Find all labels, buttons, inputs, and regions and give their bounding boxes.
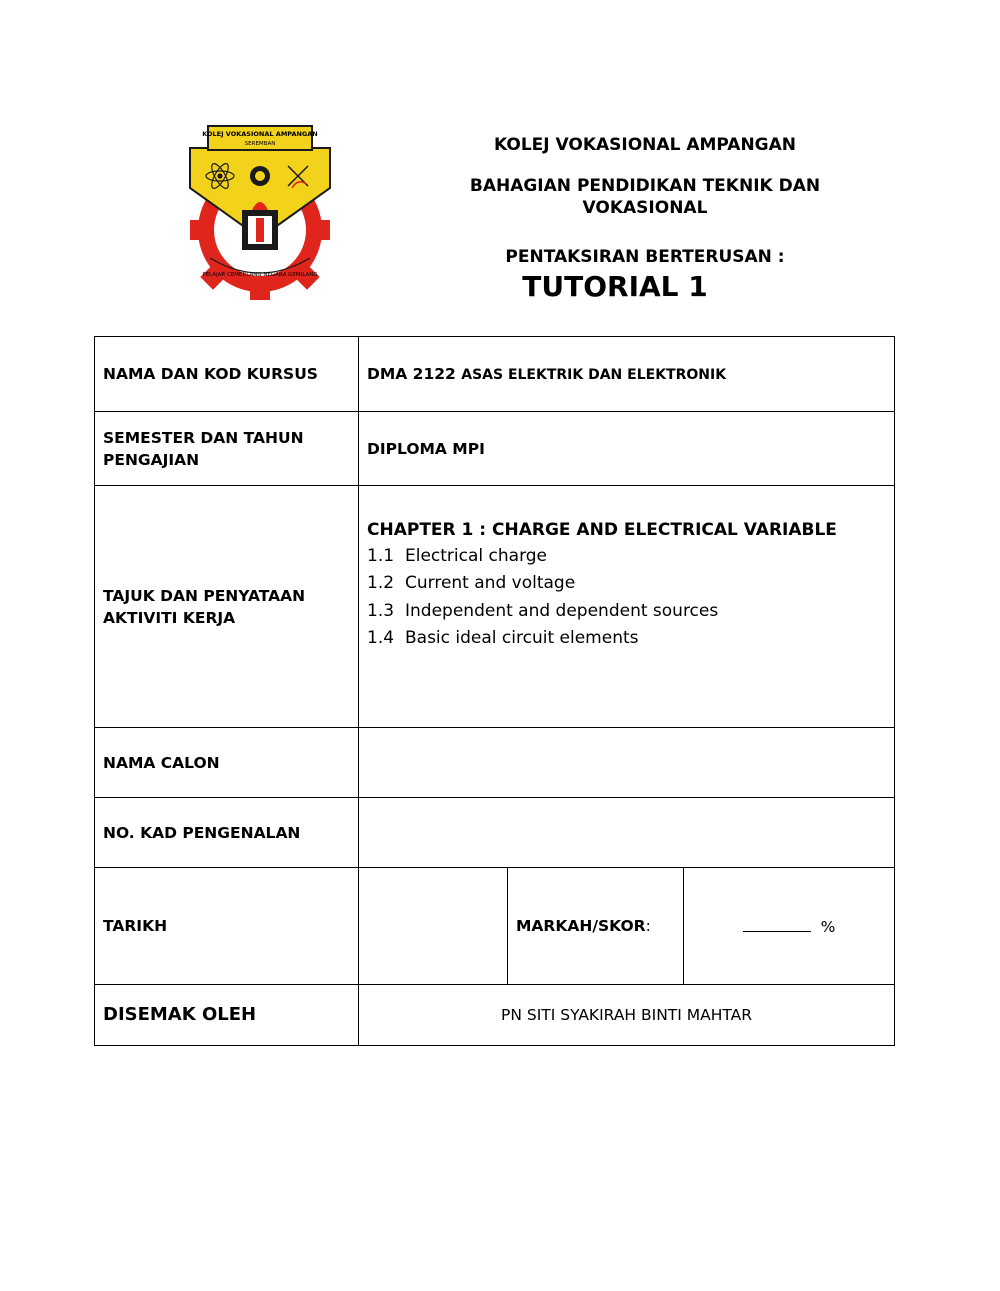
- ic-label: NO. KAD PENGENALAN: [95, 798, 359, 868]
- logo-title-text: KOLEJ VOKASIONAL AMPANGAN: [202, 130, 318, 138]
- candidate-name-row: [95, 728, 895, 798]
- chapter-title: CHAPTER 1 : CHARGE AND ELECTRICAL VARIABLE: [367, 519, 837, 540]
- percent-sign: %: [820, 917, 836, 936]
- candidate-name-label: NAMA CALON: [95, 728, 359, 798]
- assessment-type: PENTAKSIRAN BERTERUSAN :: [505, 247, 785, 267]
- reviewer-name: PN SITI SYAKIRAH BINTI MAHTAR: [359, 985, 895, 1046]
- division-name: BAHAGIAN PENDIDIKAN TEKNIK DAN VOKASIONAL: [469, 176, 821, 218]
- college-name: KOLEJ VOKASIONAL AMPANGAN: [493, 135, 797, 155]
- ic-field[interactable]: [359, 798, 895, 868]
- course-code: DMA 2122: [367, 364, 456, 383]
- assessment-info-table: [94, 336, 895, 1046]
- reviewer-row: [95, 985, 895, 1046]
- ic-row: [95, 798, 895, 868]
- score-field[interactable]: [684, 868, 895, 985]
- topic-label: TAJUK DAN PENYATAAN AKTIVITI KERJA: [95, 486, 359, 728]
- reviewer-label: DISEMAK OLEH: [95, 985, 359, 1046]
- course-label: NAMA DAN KOD KURSUS: [95, 337, 359, 412]
- semester-value: DIPLOMA MPI: [359, 412, 895, 486]
- topic-value: [359, 486, 895, 728]
- course-value: [359, 337, 895, 412]
- date-label: TARIKH: [95, 868, 359, 985]
- semester-row: [95, 412, 895, 486]
- logo-subtitle-text: SEREMBAN: [244, 141, 276, 147]
- topic-item: 1.2 Current and voltage: [367, 573, 576, 593]
- tutorial-title: TUTORIAL 1: [522, 270, 708, 303]
- topic-item: 1.4 Basic ideal circuit elements: [367, 628, 639, 648]
- topic-item: 1.3 Independent and dependent sources: [367, 600, 719, 621]
- logo-motto-text: PELAJAR CEMERLANG NEGARA GEMILANG: [202, 272, 318, 278]
- topic-row: [95, 486, 895, 728]
- topic-item: 1.1 Electrical charge: [367, 545, 548, 566]
- crest-icon: [250, 166, 270, 186]
- date-field[interactable]: [359, 868, 508, 985]
- date-score-row: [95, 868, 895, 985]
- semester-label: SEMESTER DAN TAHUN PENGAJIAN: [95, 412, 359, 486]
- candidate-name-field[interactable]: [359, 728, 895, 798]
- college-logo: [180, 118, 340, 306]
- topic-list: [367, 543, 886, 653]
- course-row: [95, 337, 895, 412]
- course-name: ASAS ELEKTRIK DAN ELEKTRONIK: [461, 366, 727, 383]
- score-blank[interactable]: [743, 917, 811, 932]
- score-label: MARKAH/SKOR:: [508, 868, 684, 985]
